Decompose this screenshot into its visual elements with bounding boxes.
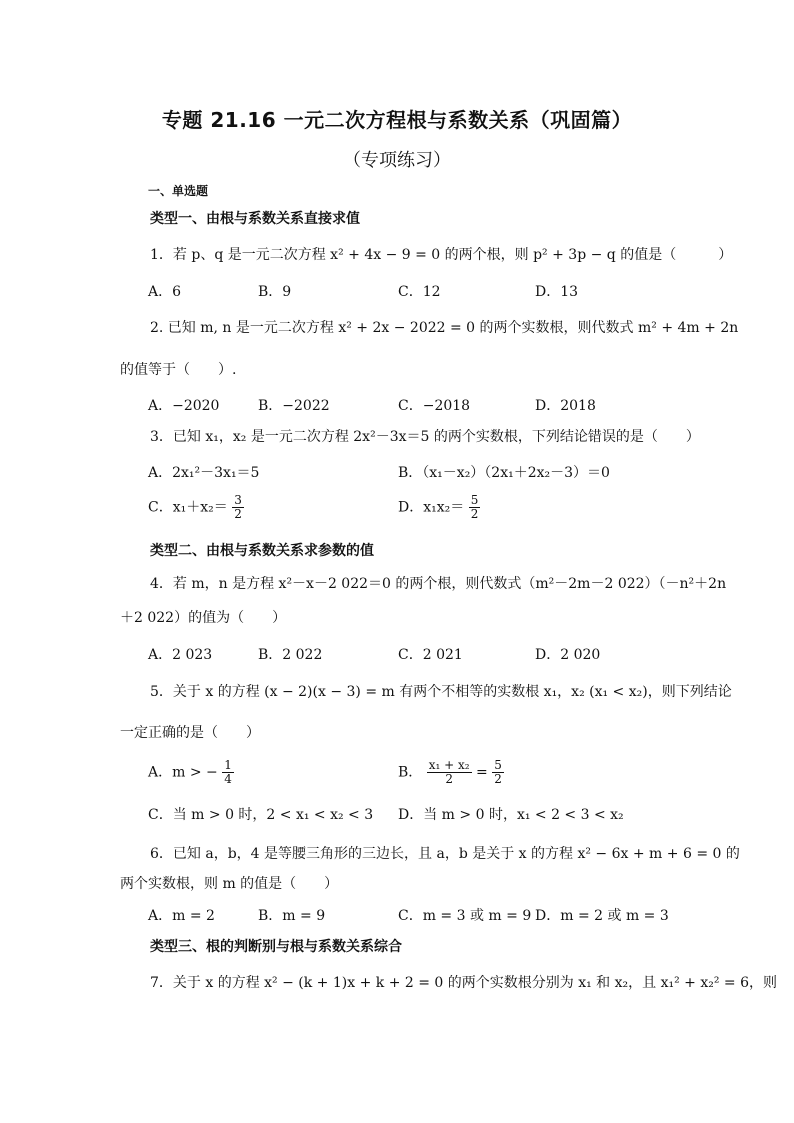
fraction-numerator: x₁ + x₂ [428, 758, 470, 772]
question-2-stem: 2. 已知 m, n 是一元二次方程 x² + 2x − 2022 = 0 的两个实数根，则代数式 m² + 4m + 2n [150, 320, 739, 336]
question-3-option-c [148, 494, 244, 521]
fraction-denominator: 2 [445, 772, 453, 787]
question-7-stem: 7．关于 x 的方程 x² − (k + 1)x + k + 2 = 0 的两个实数根分别为 x₁ 和 x₂，且 x₁² + x₂² = 6，则 [150, 975, 777, 991]
question-2-option-a: A．−2020 [148, 398, 220, 414]
type-heading-2: 类型二、由根与系数关系求参数的值 [150, 543, 374, 559]
question-2-option-c: C．−2018 [398, 398, 471, 414]
question-2-option-b: B．−2022 [258, 398, 330, 414]
question-5-option-a-text: A．m > − [148, 764, 218, 781]
question-3-stem: 3．已知 x₁，x₂ 是一元二次方程 2x²－3x＝5 的两个实数根，下列结论错误的是（ ） [150, 429, 700, 445]
question-3-option-d-text: D．x₁x₂＝ [398, 499, 465, 516]
document-title: 专题 21.16 一元二次方程根与系数关系（巩固篇） [161, 108, 633, 132]
question-4-option-c: C．2 021 [398, 647, 463, 663]
fraction [492, 759, 504, 786]
question-4-stem: 4．若 m，n 是方程 x²－x－2 022＝0 的两个根，则代数式（m²－2m－2 022）（－n²＋2n [150, 576, 727, 592]
section-heading: 一、单选题 [148, 184, 209, 198]
question-1-option-d: D．13 [535, 284, 579, 300]
question-2-stem-continued: 的值等于（ ）. [120, 362, 237, 378]
question-5-option-a [148, 759, 234, 786]
fraction [232, 494, 244, 521]
fraction [222, 759, 234, 786]
fraction-numerator: 5 [470, 493, 479, 507]
equals-sign: = [476, 764, 493, 781]
fraction-denominator: 4 [224, 772, 232, 787]
question-1-option-b: B．9 [258, 284, 292, 300]
question-6-option-b: B．m = 9 [258, 908, 326, 924]
question-5-option-d: D．当 m > 0 时，x₁ < 2 < 3 < x₂ [398, 807, 624, 823]
question-3-option-b: B．（x₁－x₂）（2x₁＋2x₂－3）＝0 [398, 465, 610, 481]
question-4-stem-continued: ＋2 022）的值为（ ） [120, 610, 287, 626]
type-heading-1: 类型一、由根与系数关系直接求值 [150, 211, 360, 227]
question-3-option-d [398, 494, 480, 521]
question-6-option-c: C．m = 3 或 m = 9 [398, 908, 532, 924]
fraction-numerator: 5 [494, 758, 502, 772]
question-4-option-b: B．2 022 [258, 647, 323, 663]
fraction-denominator: 2 [234, 507, 242, 522]
question-3-option-c-text: C．x₁＋x₂＝ [148, 499, 228, 516]
fraction [427, 759, 472, 786]
question-5-stem-continued: 一定正确的是（ ） [120, 725, 260, 741]
question-5-option-b [398, 759, 504, 786]
fraction-numerator: 1 [224, 758, 232, 772]
question-3-option-a: A．2x₁²－3x₁＝5 [148, 465, 260, 481]
question-5-stem: 5．关于 x 的方程 (x − 2)(x − 3) = m 有两个不相等的实数根 x₁，x₂ (x₁ < x₂)，则下列结论 [150, 684, 732, 700]
question-6-stem: 6．已知 a，b，4 是等腰三角形的三边长，且 a，b 是关于 x 的方程 x² − 6x + m + 6 = 0 的 [150, 846, 740, 862]
question-1-option-c: C．12 [398, 284, 441, 300]
question-6-option-d: D．m = 2 或 m = 3 [535, 908, 669, 924]
fraction-numerator: 3 [234, 493, 242, 507]
question-1-option-a: A．6 [148, 284, 182, 300]
document-subtitle: （专项练习） [343, 150, 451, 171]
question-5-option-c: C．当 m > 0 时，2 < x₁ < x₂ < 3 [148, 807, 374, 823]
question-2-option-d: D．2018 [535, 398, 596, 414]
question-5-option-b-text: B． [398, 764, 423, 781]
question-6-option-a: A．m = 2 [148, 908, 215, 924]
type-heading-3: 类型三、根的判断别与根与系数关系综合 [150, 939, 402, 955]
question-4-option-d: D．2 020 [535, 647, 601, 663]
question-4-option-a: A．2 023 [148, 647, 213, 663]
fraction-denominator: 2 [494, 772, 502, 787]
question-1-stem: 1．若 p、q 是一元二次方程 x² + 4x − 9 = 0 的两个根，则 p² + 3p − q 的值是（ ） [150, 247, 733, 263]
fraction [469, 494, 481, 521]
question-6-stem-continued: 两个实数根，则 m 的值是（ ） [120, 876, 339, 892]
fraction-denominator: 2 [470, 507, 479, 522]
